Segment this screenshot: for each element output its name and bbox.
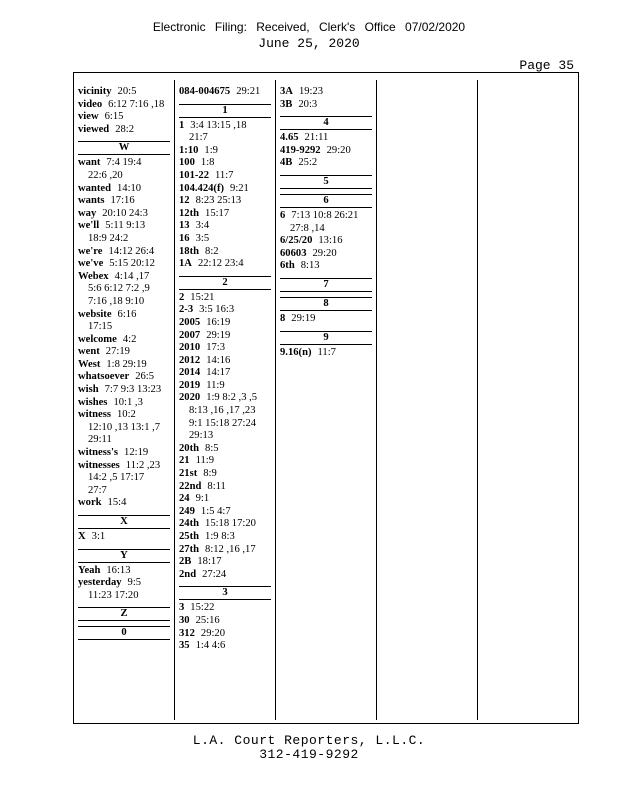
index-word: 60603: [280, 247, 307, 259]
index-word: 13: [179, 220, 190, 232]
page-line-refs: 4:14 ,17: [114, 270, 150, 282]
page-line-refs: 1:5 4:7: [200, 505, 231, 517]
index-entry: [280, 86, 372, 99]
page-line-refs: 13:16: [318, 235, 343, 247]
page-line-refs: 29:21: [236, 86, 261, 97]
page-line-refs-continued: 29:11: [88, 434, 112, 446]
index-word: 312: [179, 627, 195, 639]
index-entry: [179, 556, 271, 569]
index-entry: [179, 544, 271, 557]
index-entry: [78, 111, 170, 124]
page-line-refs: 27:24: [202, 568, 227, 580]
page-line-refs-continued: 12:10 ,13 13:1 ,7: [88, 421, 161, 433]
index-entry: [280, 132, 372, 145]
index-word: 12th: [179, 207, 200, 219]
index-entry: [78, 447, 170, 460]
index-word: 3B: [280, 98, 293, 110]
index-word: witness: [78, 409, 111, 421]
page-line-refs: 3:5: [195, 232, 210, 244]
index-entry: [179, 220, 271, 233]
page-line-refs: 14:10: [116, 182, 142, 194]
section-letter: 6: [280, 194, 372, 208]
index-entry: [179, 120, 271, 133]
page-line-refs: 14:17: [206, 367, 231, 379]
index-word: 2-3: [179, 304, 194, 316]
section-letter: Y: [78, 549, 170, 563]
page-line-refs-continued: 21:7: [189, 132, 208, 144]
index-entry: [280, 99, 372, 112]
index-word: 2005: [179, 316, 201, 328]
column-divider: [477, 80, 478, 720]
page-line-refs: 7:13 10:8 26:21: [291, 209, 359, 221]
index-entry: [78, 195, 170, 208]
index-entry: [179, 355, 271, 368]
page-line-refs: 15:17: [205, 207, 230, 219]
index-word: 100: [179, 157, 195, 169]
index-entry: [78, 577, 170, 590]
page-line-refs: 1:9 8:3: [205, 531, 235, 542]
index-word: want: [78, 157, 101, 169]
page-line-refs: 28:2: [115, 123, 135, 135]
page-line-refs: 29:20: [200, 627, 226, 639]
index-entry: [78, 183, 170, 196]
page-line-refs: 20:3: [298, 98, 318, 110]
index-entry: [78, 384, 170, 397]
index-entry: [179, 569, 271, 582]
index-entry: [179, 292, 271, 305]
page-line-refs: 3:4: [195, 220, 210, 232]
reporter-phone: 312-419-9292: [259, 747, 359, 762]
index-word: 419-9292: [280, 144, 321, 156]
page-line-refs-continued: 8:13 ,16 ,17 ,23: [189, 405, 256, 417]
page-line-refs: 29:19: [291, 312, 316, 324]
index-word: 35: [179, 640, 190, 652]
index-entry: [78, 271, 170, 284]
index-entry: [179, 455, 271, 468]
index-word: 22nd: [179, 480, 202, 492]
page-line-refs: 20:10 24:3: [102, 207, 148, 219]
index-entry: [78, 86, 170, 99]
index-entry: [179, 157, 271, 170]
section-letter: X: [78, 515, 170, 529]
page-line-refs: 20:5: [117, 86, 137, 97]
index-word: wishes: [78, 396, 108, 408]
index-word: 2010: [179, 342, 201, 354]
page-line-refs-continued: 7:16 ,18 9:10: [88, 295, 145, 307]
index-entry: [78, 460, 170, 473]
index-word: 24th: [179, 518, 200, 530]
index-entry: [179, 615, 271, 628]
page-line-refs: 17:16: [110, 195, 135, 207]
index-word: 27th: [179, 543, 200, 555]
index-entry: [280, 210, 372, 223]
index-word: video: [78, 98, 103, 110]
index-entry: [78, 246, 170, 259]
section-letter: 7: [280, 278, 372, 292]
index-entry: [179, 86, 271, 99]
section-letter: 1: [179, 104, 271, 118]
index-entry: [280, 235, 372, 248]
page-line-refs: 8:5: [205, 442, 219, 454]
column-divider: [174, 80, 175, 720]
page-line-refs: 1:8: [200, 157, 215, 169]
page-line-refs-continued: 5:6 6:12 7:2 ,9: [88, 283, 150, 295]
page-line-refs: 5:11 9:13: [105, 220, 146, 232]
index-word: 249: [179, 505, 195, 517]
page-line-refs: 6:15: [104, 111, 124, 123]
index-word: 3: [179, 602, 185, 614]
index-word: 25th: [179, 531, 200, 542]
index-entry: [179, 258, 271, 271]
column-divider: [376, 80, 377, 720]
section-letter: 8: [280, 297, 372, 311]
page-line-refs-continued: 18:9 24:2: [88, 232, 129, 244]
page-line-refs: 4:2: [122, 333, 137, 345]
page-line-refs: 3:5 16:3: [199, 304, 235, 316]
index-entry: [179, 380, 271, 393]
index-word: 9.16(n): [280, 346, 312, 358]
index-entry: [280, 260, 372, 273]
page-line-refs: 26:5: [135, 371, 155, 383]
page-line-refs: 11:2 ,23: [125, 459, 161, 471]
page-line-refs: 25:2: [298, 157, 318, 169]
index-word: 4.65: [280, 132, 299, 144]
index-entry: [78, 220, 170, 233]
page-line-refs: 8:12 ,16 ,17: [205, 543, 256, 555]
index-word: Webex: [78, 270, 109, 282]
index-word: 24: [179, 493, 190, 505]
index-word: 16: [179, 232, 190, 244]
index-column-1: [78, 86, 170, 642]
index-word: went: [78, 346, 100, 358]
index-entry: [78, 409, 170, 422]
index-entry: [179, 392, 271, 405]
page-line-refs: 21:11: [304, 132, 329, 144]
page-line-refs: 3:4 13:15 ,18: [190, 119, 247, 131]
page-line-refs: 29:20: [312, 247, 337, 259]
page-line-refs: 7:4 19:4: [106, 157, 142, 169]
index-word: we're: [78, 245, 103, 257]
page-line-refs: 11:7: [215, 169, 234, 181]
index-word: whatsoever: [78, 371, 130, 383]
index-entry: [78, 334, 170, 347]
index-word: 2B: [179, 556, 192, 568]
index-word: wish: [78, 384, 99, 396]
index-entry: [179, 233, 271, 246]
page-line-refs: 5:15 20:12: [109, 258, 155, 270]
page-line-refs-continued: 27:8 ,14: [290, 222, 325, 234]
index-word: wants: [78, 195, 105, 207]
index-entry: [179, 330, 271, 343]
index-entry: [179, 246, 271, 259]
section-letter: W: [78, 141, 170, 155]
index-word: 104.424(f): [179, 182, 225, 194]
page-line-refs: 3:1: [91, 531, 106, 542]
index-entry: [179, 481, 271, 494]
index-entry: [179, 208, 271, 221]
index-word: witnesses: [78, 459, 120, 471]
page-line-refs: 16:19: [206, 316, 231, 328]
index-word: 6: [280, 209, 286, 221]
index-entry: [280, 347, 372, 360]
section-letter: 2: [179, 276, 271, 290]
index-word: view: [78, 111, 99, 123]
index-entry: [179, 518, 271, 531]
page-line-refs-continued: 9:1 15:18 27:24: [189, 417, 257, 429]
page-line-refs-continued: 27:7: [88, 484, 107, 496]
index-word: X: [78, 531, 86, 542]
index-column-3: [280, 86, 372, 359]
index-entry: [179, 468, 271, 481]
index-word: 084-004675: [179, 86, 231, 97]
page-line-refs: 8:11: [207, 480, 226, 492]
index-entry: [179, 367, 271, 380]
index-word: 6th: [280, 260, 295, 272]
page-line-refs: 17:3: [206, 342, 226, 354]
index-word: witness's: [78, 447, 119, 459]
page-line-refs: 6:16: [117, 308, 137, 320]
index-word: 12: [179, 195, 190, 207]
index-word: Yeah: [78, 564, 101, 576]
section-letter: 9: [280, 331, 372, 345]
index-word: viewed: [78, 123, 110, 135]
page-line-refs: 10:1 ,3: [113, 396, 143, 408]
index-word: 101-22: [179, 169, 210, 181]
index-entry: [78, 157, 170, 170]
index-word: 8: [280, 312, 286, 324]
index-entry: [78, 565, 170, 578]
index-entry: [179, 443, 271, 456]
page-line-refs: 12:19: [124, 447, 149, 459]
index-entry: [179, 195, 271, 208]
page-line-refs: 29:19: [206, 329, 231, 341]
index-word: wanted: [78, 182, 111, 194]
index-entry: [78, 208, 170, 221]
index-entry: [179, 170, 271, 183]
index-word: 4B: [280, 157, 293, 169]
index-word: 30: [179, 614, 190, 626]
index-entry: [78, 531, 170, 544]
index-word: 6/25/20: [280, 235, 313, 247]
page-line-refs: 15:22: [190, 602, 215, 614]
column-divider: [275, 80, 276, 720]
index-word: vicinity: [78, 86, 112, 97]
page-line-refs: 1:9 8:2 ,3 ,5: [206, 392, 258, 404]
page-line-refs: 8:13: [300, 260, 320, 272]
page-line-refs: 18:17: [197, 556, 222, 568]
page-line-refs: 11:9: [195, 455, 215, 467]
index-entry: [179, 602, 271, 615]
page-line-refs: 15:4: [107, 497, 127, 509]
page-number: Page 35: [519, 58, 574, 73]
page-line-refs: 11:7: [317, 346, 336, 358]
index-entry: [78, 99, 170, 112]
page-line-refs: 1:8 29:19: [106, 358, 147, 370]
index-entry: [179, 342, 271, 355]
page-line-refs: 8:2: [205, 245, 219, 257]
page-line-refs: 15:21: [190, 291, 215, 303]
section-letter: 4: [280, 116, 372, 130]
index-word: 2007: [179, 329, 201, 341]
index-word: 2nd: [179, 568, 197, 580]
page-line-refs-continued: 11:23 17:20: [88, 589, 139, 601]
index-column-2: [179, 86, 271, 653]
page-line-refs: 27:19: [105, 346, 130, 358]
index-word: 21st: [179, 468, 198, 480]
index-word: 1A: [179, 258, 192, 270]
index-entry: [78, 124, 170, 137]
index-word: 2012: [179, 354, 201, 366]
page-line-refs: 9:1: [195, 493, 210, 505]
index-entry: [78, 497, 170, 510]
index-word: 2: [179, 291, 185, 303]
index-entry: [179, 145, 271, 158]
page-line-refs: 11:9: [206, 379, 225, 391]
index-word: 18th: [179, 245, 200, 257]
index-word: 21: [179, 455, 190, 467]
page-line-refs: 7:7 9:3 13:23: [104, 384, 162, 396]
page-line-refs: 1:4 4:6: [195, 640, 226, 652]
page-line-refs: 19:23: [298, 86, 324, 97]
index-entry: [179, 317, 271, 330]
page-line-refs: 10:2: [116, 409, 136, 421]
index-word: welcome: [78, 333, 117, 345]
page-line-refs: 15:18 17:20: [205, 518, 256, 530]
page-line-refs: 9:5: [127, 577, 142, 589]
index-word: 3A: [280, 86, 293, 97]
page-line-refs-continued: 14:2 ,5 17:17: [88, 472, 145, 484]
index-entry: [179, 640, 271, 653]
index-entry: [78, 371, 170, 384]
index-entry: [179, 628, 271, 641]
index-entry: [280, 145, 372, 158]
index-entry: [78, 346, 170, 359]
index-entry: [280, 248, 372, 261]
page-line-refs: 6:12 7:16 ,18: [108, 98, 165, 110]
index-entry: [280, 313, 372, 326]
page-line-refs: 22:12 23:4: [197, 258, 244, 270]
page-line-refs: 14:16: [206, 354, 231, 366]
page-line-refs: 8:23 25:13: [195, 195, 242, 207]
index-entry: [78, 258, 170, 271]
index-entry: [179, 304, 271, 317]
index-word: 2019: [179, 379, 201, 391]
reporter-name: L.A. Court Reporters, L.L.C.: [192, 733, 426, 748]
index-word: 20th: [179, 442, 200, 454]
index-word: website: [78, 308, 112, 320]
index-entry: [179, 493, 271, 506]
page-line-refs: 9:21: [230, 182, 249, 194]
index-word: 2014: [179, 367, 201, 379]
transcript-date: June 25, 2020: [258, 36, 360, 51]
section-letter: 0: [78, 626, 170, 640]
page-line-refs: 16:13: [106, 564, 131, 576]
index-entry: [179, 506, 271, 519]
page-line-refs: 29:20: [326, 144, 351, 156]
page-line-refs: 14:12 26:4: [108, 245, 155, 257]
index-entry: [78, 397, 170, 410]
index-word: yesterday: [78, 577, 122, 589]
page-line-refs: 25:16: [195, 614, 220, 626]
index-entry: [179, 531, 271, 544]
index-word: way: [78, 207, 97, 219]
index-word: work: [78, 497, 102, 509]
index-word: 1:10: [179, 144, 199, 156]
page-line-refs-continued: 17:15: [88, 321, 113, 333]
index-word: we'll: [78, 220, 100, 232]
section-letter: 3: [179, 586, 271, 600]
page-line-refs-continued: 22:6 ,20: [88, 169, 123, 181]
section-letter: Z: [78, 607, 170, 621]
section-letter: 5: [280, 175, 372, 189]
filing-stamp: Electronic Filing: Received, Clerk's Office 07/02/2020: [152, 20, 466, 34]
index-entry: [78, 309, 170, 322]
page-line-refs-continued: 29:13: [189, 430, 214, 442]
index-word: we've: [78, 258, 104, 270]
index-word: West: [78, 358, 101, 370]
page-line-refs: 1:9: [204, 144, 218, 156]
index-word: 1: [179, 119, 185, 131]
index-entry: [179, 183, 271, 196]
index-entry: [78, 359, 170, 372]
index-entry: [280, 157, 372, 170]
index-word: 2020: [179, 392, 201, 404]
page-line-refs: 8:9: [203, 468, 217, 480]
